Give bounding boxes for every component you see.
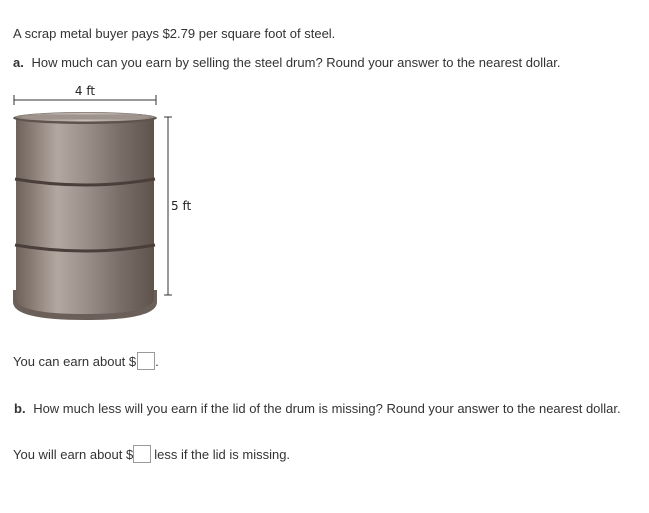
part-b-letter: b. — [14, 401, 26, 416]
part-a-answer-input[interactable] — [137, 352, 155, 370]
problem-intro: A scrap metal buyer pays $2.79 per square foot of steel. — [13, 26, 336, 41]
part-a-question — [13, 55, 560, 70]
part-b-answer-input[interactable] — [133, 445, 151, 463]
part-b-answer-prefix: You will earn about $ — [13, 447, 134, 462]
diameter-dimension — [14, 84, 156, 105]
part-b-answer-suffix: less if the lid is missing. — [154, 447, 291, 462]
height-dimension — [164, 117, 191, 295]
drum-shape — [13, 112, 157, 320]
steel-drum-figure — [8, 82, 208, 326]
part-a-answer-prefix: You can earn about $ — [13, 354, 137, 369]
part-b-answer-line — [13, 447, 290, 463]
part-a-question-text: How much can you earn by selling the steel drum? Round your answer to the nearest dollar. — [31, 55, 561, 70]
part-b-question-text: How much less will you earn if the lid of the drum is missing? Round your answer to the nearest dollar. — [33, 401, 621, 416]
part-a-letter: a. — [13, 55, 24, 70]
part-a-answer-line — [13, 354, 159, 370]
part-b-question — [14, 401, 621, 416]
diameter-label: 4 ft — [74, 84, 96, 98]
height-label: 5 ft — [171, 199, 192, 213]
part-a-answer-suffix: . — [155, 354, 159, 369]
